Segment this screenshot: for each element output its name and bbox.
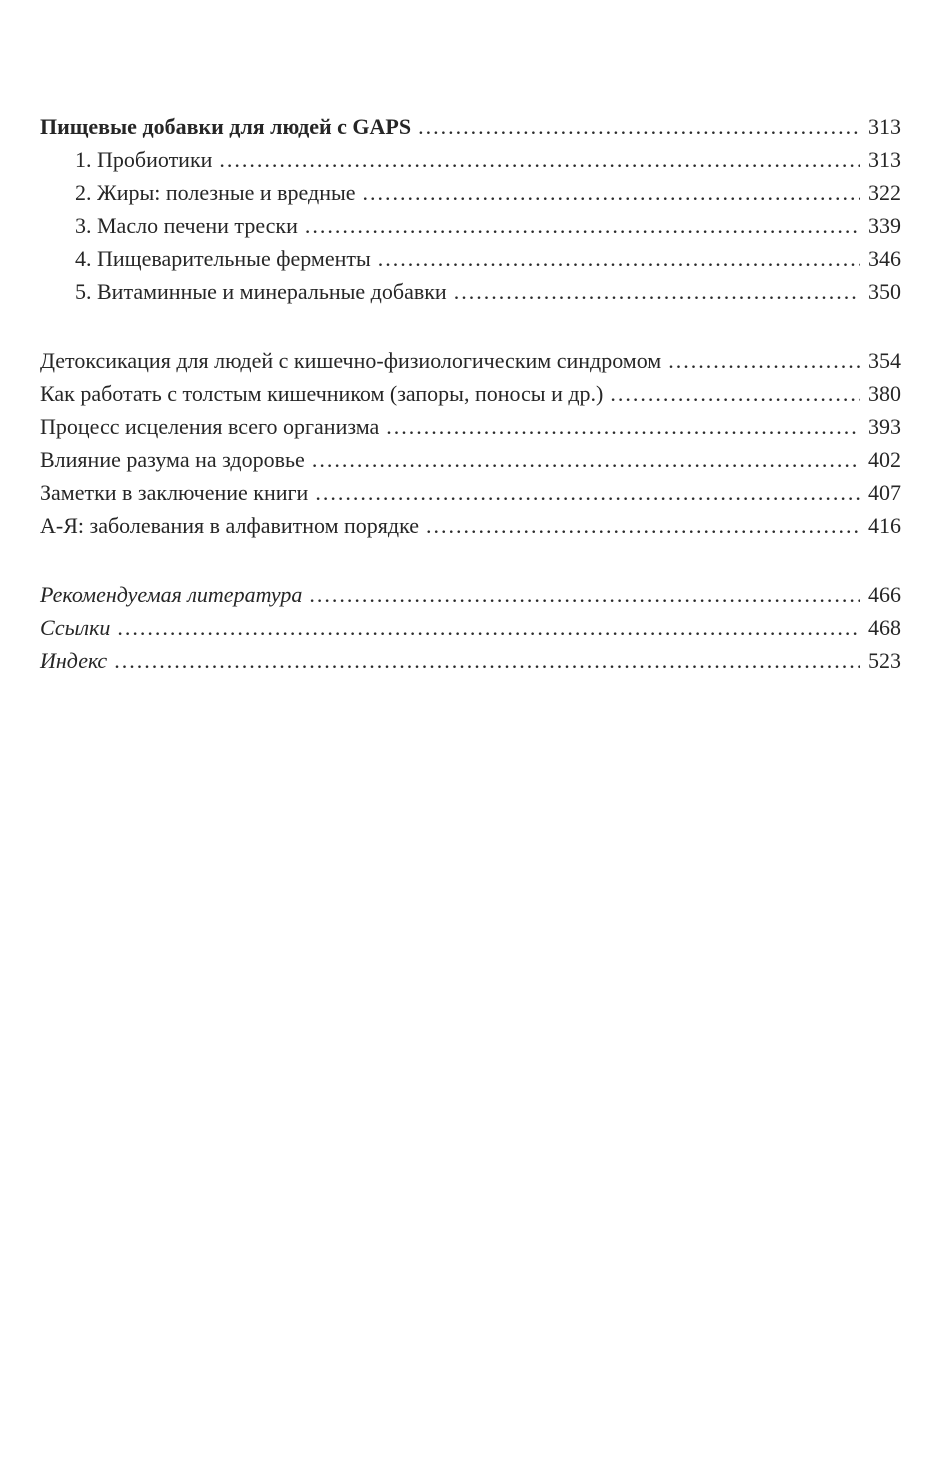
- toc-entry-label: Ссылки: [40, 615, 111, 640]
- toc-entry: [40, 275, 901, 308]
- dot-leader: [454, 275, 860, 308]
- toc-section: [40, 344, 901, 542]
- toc-entry-label: 2. Жиры: полезные и вредные: [75, 180, 356, 205]
- toc-entry-label: А-Я: заболевания в алфавитном порядке: [40, 513, 420, 538]
- toc-entry-label: Рекомендуемая литература: [40, 582, 303, 607]
- toc-entry: [40, 377, 901, 410]
- toc-entry: [40, 242, 901, 275]
- dot-leader: [378, 242, 860, 275]
- toc-entry: [40, 143, 901, 176]
- toc-entry-page: 350: [868, 279, 901, 304]
- toc-entry-page: 393: [868, 414, 901, 439]
- toc-entry-page: 380: [868, 381, 901, 406]
- toc-entry-label: Как работать с толстым кишечником (запоры, поносы и др.): [40, 381, 604, 406]
- dot-leader: [117, 611, 860, 644]
- dot-leader: [315, 476, 860, 509]
- toc-entry: [40, 509, 901, 542]
- toc-entry-page: 339: [868, 213, 901, 238]
- toc-entry-page: 322: [868, 180, 901, 205]
- dot-leader: [363, 176, 860, 209]
- toc-entry-page: 354: [868, 348, 901, 373]
- dot-leader: [309, 578, 860, 611]
- toc-entry-page: 523: [868, 648, 901, 673]
- toc-entry-page: 416: [868, 513, 901, 538]
- toc-entry-page: 468: [868, 615, 901, 640]
- table-of-contents: [40, 110, 901, 677]
- dot-leader: [386, 410, 860, 443]
- toc-entry-label: 4. Пищеварительные ферменты: [75, 246, 371, 271]
- toc-entry-label: 3. Масло печени трески: [75, 213, 298, 238]
- dot-leader: [418, 110, 860, 143]
- toc-entry-page: 313: [868, 147, 901, 172]
- toc-entry: [40, 611, 901, 644]
- toc-entry: [40, 344, 901, 377]
- toc-entry-label: Индекс: [40, 648, 108, 673]
- toc-entry-label: Пищевые добавки для людей с GAPS: [40, 114, 412, 139]
- toc-entry: [40, 110, 901, 143]
- dot-leader: [426, 509, 860, 542]
- toc-entry-page: 346: [868, 246, 901, 271]
- toc-entry-page: 313: [868, 114, 901, 139]
- toc-entry-label: Заметки в заключение книги: [40, 480, 309, 505]
- toc-entry: [40, 176, 901, 209]
- dot-leader: [312, 443, 860, 476]
- dot-leader: [610, 377, 860, 410]
- toc-entry-label: 1. Пробиотики: [75, 147, 213, 172]
- toc-entry: [40, 410, 901, 443]
- toc-entry-label: 5. Витаминные и минеральные добавки: [75, 279, 447, 304]
- toc-entry: [40, 644, 901, 677]
- dot-leader: [219, 143, 860, 176]
- toc-entry-label: Процесс исцеления всего организма: [40, 414, 380, 439]
- toc-entry: [40, 209, 901, 242]
- toc-entry-page: 407: [868, 480, 901, 505]
- toc-section: [40, 578, 901, 677]
- toc-entry-label: Влияние разума на здоровье: [40, 447, 305, 472]
- toc-entry: [40, 578, 901, 611]
- dot-leader: [305, 209, 860, 242]
- dot-leader: [668, 344, 860, 377]
- toc-entry: [40, 476, 901, 509]
- dot-leader: [114, 644, 860, 677]
- toc-entry-label: Детоксикация для людей с кишечно-физиологическим синдромом: [40, 348, 662, 373]
- toc-entry-page: 466: [868, 582, 901, 607]
- toc-entry-page: 402: [868, 447, 901, 472]
- toc-entry: [40, 443, 901, 476]
- toc-section: [40, 110, 901, 308]
